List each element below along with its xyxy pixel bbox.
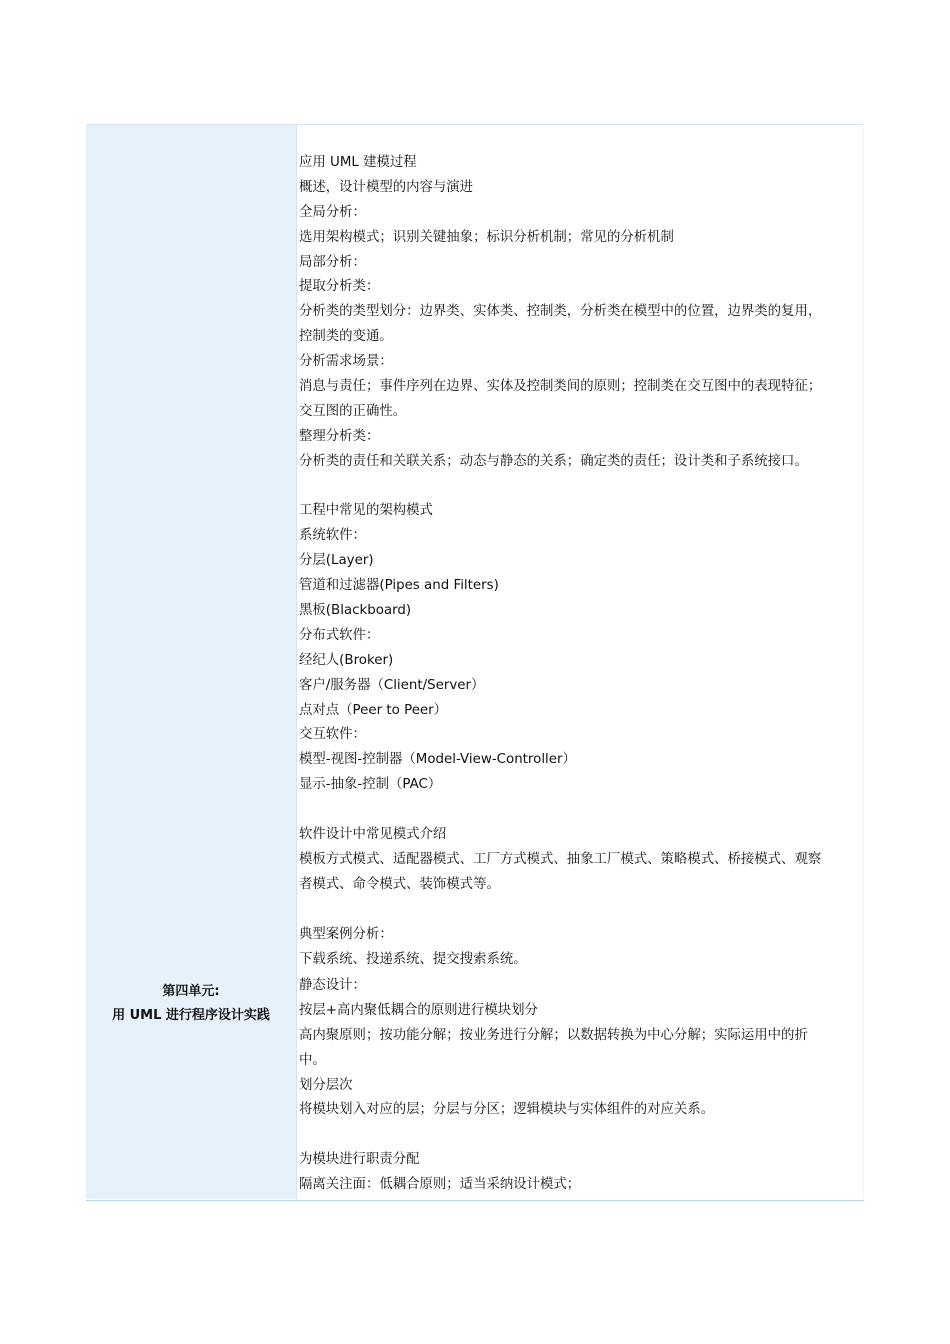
content-line: 交互软件： [299,727,366,743]
content-line: 系统软件： [299,528,366,544]
content-lines [299,974,861,1198]
content-line: 分析类的责任和关联关系；动态与静态的关系；确定类的责任；设计类和子系统接口。 [299,453,808,469]
content-line: 模型-视图-控制器（Model-View-Controller） [299,752,576,768]
content-line: 全局分析： [299,204,366,220]
content-line: 为模块进行职责分配 [299,1152,420,1168]
content-line: 将模块划入对应的层；分层与分区；逻辑模块与实体组件的对应关系。 [299,1102,715,1118]
content-line: 高内聚原则；按功能分解；按业务进行分解；以数据转换为中心分解；实际运用中的折 [299,1027,808,1043]
content-line: 提取分析类： [299,279,380,295]
blank-line [299,898,861,923]
content-line: 分析类的类型划分：边界类、实体类、控制类，分析类在模型中的位置，边界类的复用， [299,304,822,320]
content-line: 消息与责任；事件序列在边界、实体及控制类间的原则；控制类在交互图中的表现特征； [299,379,822,395]
blank-line [299,798,861,823]
content-line: 整理分析类： [299,428,380,444]
content-line: 中。 [299,1052,326,1068]
content-line: 隔离关注面：低耦合原则；适当采纳设计模式； [299,1177,581,1193]
unit-cell [86,125,297,973]
content-line: 黑板(Blackboard) [299,603,412,619]
content-line: 分析需求场景： [299,354,393,370]
table-row [86,973,864,1199]
content-lines [299,151,861,972]
blank-line [299,1123,861,1148]
course-outline-table [86,124,864,1201]
content-cell [297,125,864,973]
content-line: 选用架构模式；识别关键抽象；标识分析机制；常见的分析机制 [299,229,674,245]
blank-line [299,475,861,500]
content-line: 客户/服务器（Client/Server） [299,677,485,693]
content-line: 局部分析： [299,254,366,270]
content-line: 分布式软件： [299,627,380,643]
content-line: 软件设计中常见模式介绍 [299,827,447,843]
content-line: 经纪人(Broker) [299,652,394,668]
content-line: 分层(Layer) [299,553,374,569]
content-cell [297,973,864,1199]
content-line: 模板方式模式、适配器模式、工厂方式模式、抽象工厂模式、策略模式、桥接模式、观察 [299,851,822,867]
content-line: 静态设计： [299,978,366,993]
table-row [86,125,864,974]
content-line: 点对点（Peer to Peer） [299,702,448,718]
unit-label: 第四单元: [162,984,220,999]
unit-heading [86,980,296,1028]
content-line: 控制类的变通。 [299,329,393,345]
content-line: 管道和过滤器(Pipes and Filters) [299,578,499,594]
unit-title: 用 UML 进行程序设计实践 [112,1008,270,1023]
content-line: 划分层次 [299,1077,353,1093]
content-line: 应用 UML 建模过程 [299,155,417,170]
content-line: 工程中常见的架构模式 [299,503,433,519]
content-line: 显示-抽象-控制（PAC） [299,777,442,793]
content-line: 概述，设计模型的内容与演进 [299,179,474,195]
unit-cell [86,973,297,1199]
content-line: 者模式、命令模式、装饰模式等。 [299,876,500,892]
content-line: 交互图的正确性。 [299,403,407,419]
content-line: 典型案例分析： [299,926,393,942]
content-line: 下载系统、投递系统、提交搜索系统。 [299,951,527,967]
content-line: 按层+高内聚低耦合的原则进行模块划分 [299,1002,538,1018]
